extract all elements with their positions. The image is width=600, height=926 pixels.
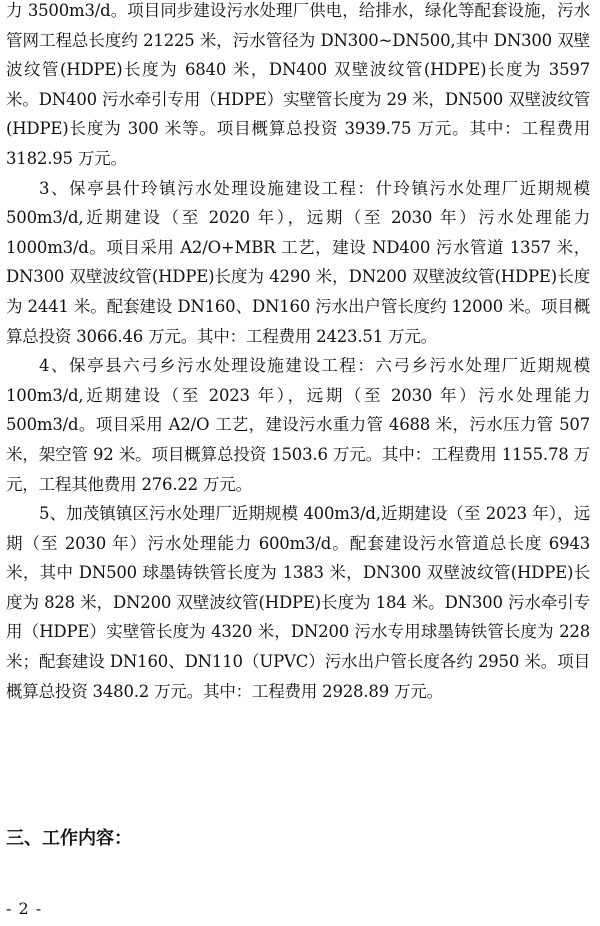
paragraph-item-3-shiling: 3、保亭县什玲镇污水处理设施建设工程：什玲镇污水处理厂近期规模 500m3/d,近期建设（至 2020 年），远期（至 2030 年）污水处理能力 1000m3/d。项目采用 A2/O+MBR 工艺，建设 ND400 污水管道 1357 米，DN300 双壁波纹管(HDPE)长度为 4290 米，DN200 双壁波纹管(HDPE)长度为 2441 米。配套建设 DN160、DN160 污水出户管长度约 12000 米。项目概算总投资 3066.46 万元。其中：工程费用 2423.51 万元。 [6,178,590,346]
body-text [6,0,590,706]
page-number: - 2 - [6,899,43,918]
section-heading: 三、工作内容： [6,828,132,849]
paragraph-item-5-jiamao: 5、加茂镇镇区污水处理厂近期规模 400m3/d,近期建设（至 2023 年），远期（至 2030 年）污水处理能力 600m3/d。配套建设污水管道总长度 6943 米，其中 DN500 球墨铸铁管长度为 1383 米，DN300 双壁波纹管(HDPE)长度为 828 米，DN200 双壁波纹管(HDPE)长度为 184 米。DN300 污水牵引专用（HDPE）实壁管长度为 4320 米，DN200 污水专用球墨铸铁管长度为 228 米；配套建设 DN160、DN110（UPVC）污水出户管长度各约 2950 米。项目概算总投资 3480.2 万元。其中：工程费用 2928.89 万元。 [6,504,590,701]
document-page [6,0,590,926]
paragraph-item-4-liugong: 4、保亭县六弓乡污水处理设施建设工程：六弓乡污水处理厂近期规模 100m3/d,近期建设（至 2023 年），远期（至 2030 年）污水处理能力 500m3/d。项目采用 A2/O 工艺，建设污水重力管 4688 米，污水压力管 507 米，架空管 92 米。项目概算总投资 1503.6 万元。其中：工程费用 1155.78 万元，工程其他费用 276.22 万元。 [6,356,590,494]
paragraph-continuation-item-2: 力 3500m3/d。项目同步建设污水处理厂供电，给排水，绿化等配套设施，污水管网工程总长度约 21225 米，污水管径为 DN300~DN500,其中 DN300 双壁波纹管(HDPE)长度为 6840 米，DN400 双壁波纹管(HDPE)长度为 3597 米。DN400 污水牵引专用（HDPE）实壁管长度为 29 米，DN500 双壁波纹管(HDPE)长度为 300 米等。项目概算总投资 3939.75 万元。其中：工程费用 3182.95 万元。 [6,1,590,168]
